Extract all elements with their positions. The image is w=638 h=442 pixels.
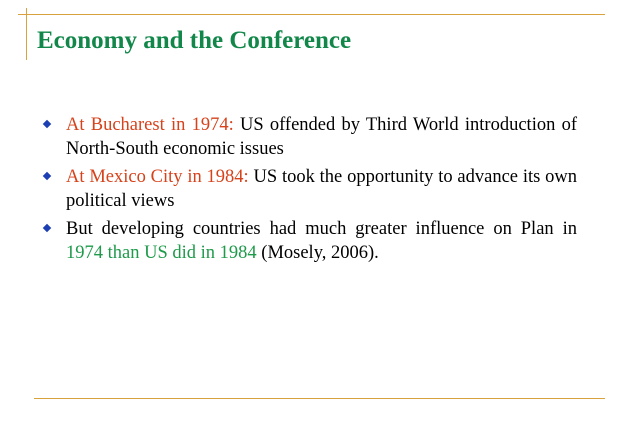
bullet-bucharest [42,113,577,161]
bullet-mexico-city [42,165,577,213]
slide-title: Economy and the Conference [37,27,352,54]
bullet-developing-countries [42,217,577,265]
diamond-bullet-icon [43,120,51,128]
bullet-citation: (Mosely, 2006). [256,243,379,263]
bottom-rule [34,398,605,399]
diamond-bullet-icon [43,172,51,180]
left-rule [26,8,27,60]
bullet-highlight: 1974 than US did in 1984 [66,243,257,263]
bullet-list [42,113,577,269]
bullet-text: US offended by Third World introduction of North-South economic issues [66,115,577,159]
bullet-text: But developing countries had much greater influence on Plan in [66,219,577,239]
top-rule [18,14,605,15]
diamond-bullet-icon [43,224,51,232]
bullet-text: US took the opportunity to advance its own political views [66,167,577,211]
bullet-lead: At Mexico City in 1984: [66,167,249,187]
bullet-lead: At Bucharest in 1974: [66,115,234,135]
